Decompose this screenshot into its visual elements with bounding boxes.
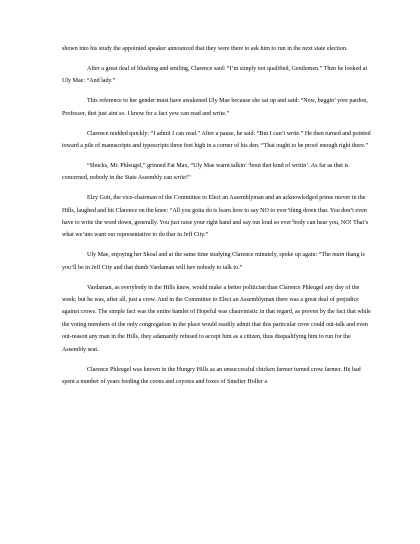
text-segment: shown into his study the appointed speaker announced that they were there to ask him to run in the next state election. [62,46,348,52]
text-segment: Clarence nodded quickly: “I admit I can read.” After a pause, he said: “But I can’t write.” He then turned and pointed toward a pile of manuscripts and typescripts three feet high in a corner of his den. “That ought to be proof enough right there.” [62,130,371,149]
paragraph [62,160,372,185]
text-segment: Elzy Gott, the vice-chairman of the Committee to Elect an Assemblyman and an acknowledged prime mover in the Hills, laughed and hit Clarence on the knee: “All you gotta do is learn how to say NO to ever’thing down thar. You don’t even have to write the word down, generally. You just raise your right hand and say out loud so ever’body can hear you, NO! That’s what we’uns want our representative to do thar in Jeff City.” [62,195,369,239]
paragraph [62,63,372,88]
text-segment: thang is you’ll be in Jeff City and that dumb Vardaman will hev nobody to talk to.” [62,252,365,271]
paragraph [62,43,372,55]
paragraph [62,282,372,356]
text-segment: “Shucks, Mr. Phleugel,” grinned Fat Max, “Uly Mae warnt talkin’ ‘bout thet kind of writin’. As far as thet is concerned, nobody in the State Assembly can [62,162,349,182]
italic-text-segment: main [332,252,345,259]
paragraph [62,128,372,153]
text-segment: !” [185,175,191,182]
paragraph [62,192,372,242]
text-segment: After a great deal of blushing and smiling, Clarence said: “I’m simply not qualified, Gentlemen.” Then he looked at Uly Mae: “And lady.” [62,65,368,85]
paragraph [62,249,372,274]
text-segment: This reference to her gender must have awakened Uly Mae because she sat up and said: “Now, beggin’ yore pardon, Professor, thet just aint so. I know fer a fact yew can read and write.” [62,98,368,117]
italic-text-segment: write [173,175,186,182]
paragraph [62,364,372,389]
text-segment: Uly Mae, enjoying her Skoal and at the same time studying Clarence minutely, spoke up again: “The [87,252,333,259]
text-segment: Clarence Phleugel was known in the Hungry Hills as an unsuccessful chicken farmer turned crow farmer. He had spent a number of years feeding the coons and coyotes and foxes of Smelter Holler a [62,366,361,385]
paragraph [62,95,372,120]
text-segment: Vardaman, as everybody in the Hills knew, would make a better politician than Clarence Phleugel any day of the week; but he was, after all, just a crow. And in the Committee to Elect an Assemblyman there was a great deal of prejudice against crows. The simple fact was the entire hamlet of Hopeful was chauvinistic in that regard, as proven by the fact that while the voting members of the only congregation in the place would readily admit that this particular crow could out-talk and even out-reason any man in the Hills, they adamantly refused to accept him as a citizen, thus disqualifying him to run for the Assembly seat. [62,284,371,353]
